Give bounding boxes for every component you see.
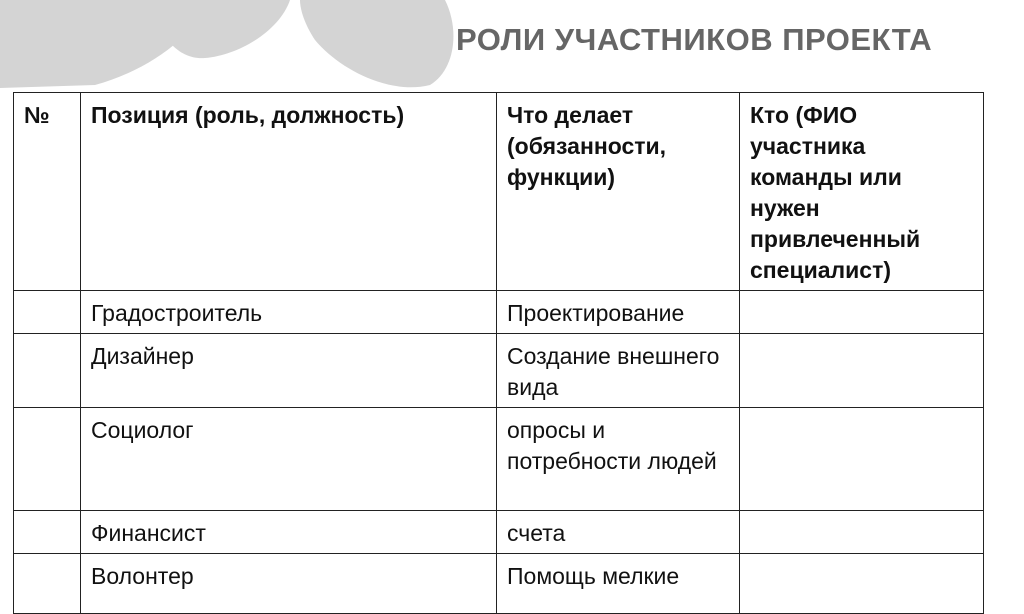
- table-row: [14, 291, 984, 334]
- table-row: [14, 408, 984, 511]
- cell-role: Социолог: [81, 408, 497, 511]
- cell-role: Градостроитель: [81, 291, 497, 334]
- cell-number: [14, 334, 81, 408]
- table-row: [14, 554, 984, 614]
- header-who: Кто (ФИО участника команды или нужен привлеченный специалист): [740, 93, 984, 291]
- cell-duties: Создание внешнего вида: [497, 334, 740, 408]
- cell-who: [740, 408, 984, 511]
- cell-duties: опросы и потребности людей: [497, 408, 740, 511]
- cell-who: [740, 511, 984, 554]
- header-position: Позиция (роль, должность): [81, 93, 497, 291]
- cell-who: [740, 334, 984, 408]
- cell-duties: счета: [497, 511, 740, 554]
- cell-who: [740, 554, 984, 614]
- cell-number: [14, 554, 81, 614]
- cell-duties: Проектирование: [497, 291, 740, 334]
- cell-number: [14, 408, 81, 511]
- cell-number: [14, 291, 81, 334]
- table-row: [14, 334, 984, 408]
- header-duties: Что делает (обязанности, функции): [497, 93, 740, 291]
- cell-number: [14, 511, 81, 554]
- cell-role: Дизайнер: [81, 334, 497, 408]
- page-title: РОЛИ УЧАСТНИКОВ ПРОЕКТА: [456, 22, 933, 57]
- background-shape-right: [300, 0, 453, 87]
- table-header-row: [14, 93, 984, 291]
- cell-role: Финансист: [81, 511, 497, 554]
- roles-table: [13, 92, 984, 614]
- background-shape-center: [150, 0, 290, 58]
- cell-duties: Помощь мелкие: [497, 554, 740, 614]
- cell-who: [740, 291, 984, 334]
- header-number: №: [14, 93, 81, 291]
- table-row: [14, 511, 984, 554]
- cell-role: Волонтер: [81, 554, 497, 614]
